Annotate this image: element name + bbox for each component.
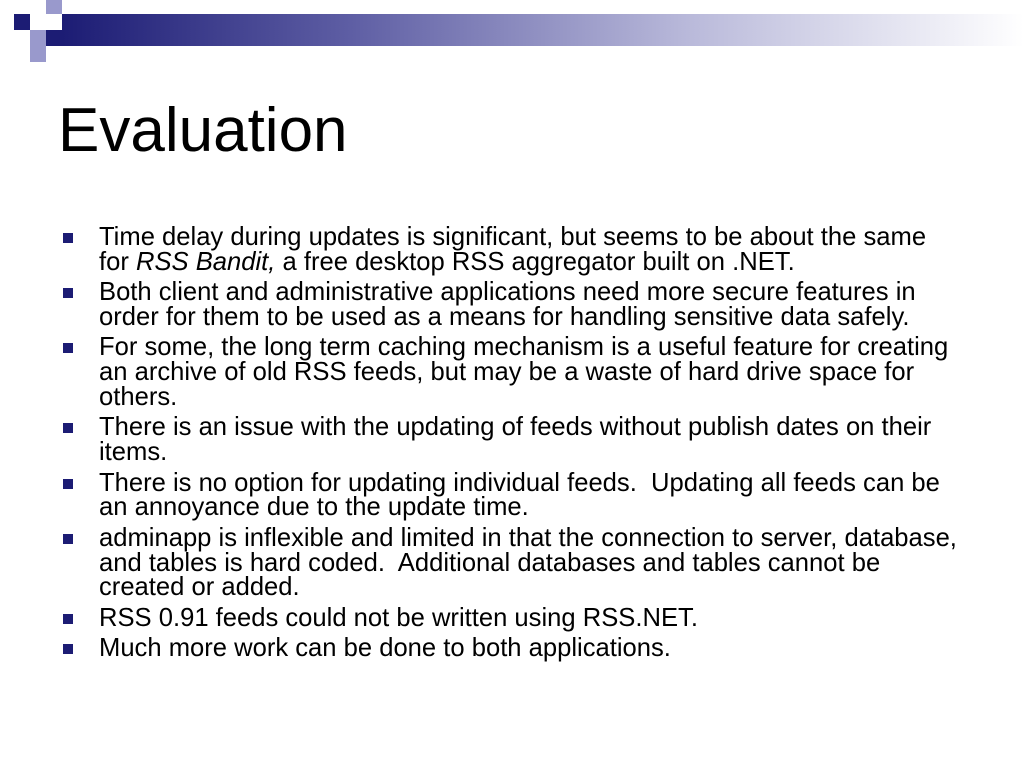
square-bullet-icon [63,423,73,433]
bullet-item [0,603,1000,632]
bullet-text-line: For some, the long term caching mechanism is a useful feature for creating [99,333,949,362]
decor-square-lavender [46,0,62,14]
slide-title: Evaluation [58,96,348,165]
bullet-item [0,636,1000,661]
header-gradient-bar [62,14,1024,46]
bullet-text-run: a free desktop RSS aggregator built on .NET. [275,247,795,276]
bullet-item [0,468,1000,522]
decor-square-navy [46,30,62,46]
bullet-item [0,280,1000,330]
square-bullet-icon [63,479,73,489]
square-bullet-icon [63,534,73,544]
bullet-text-line: created or added. [99,573,300,602]
bullet-text-line: RSS 0.91 feeds could not be written using RSS.NET. [99,603,698,632]
square-bullet-icon [63,233,73,243]
bullet-item [0,225,1000,275]
bullet-text-line: adminapp is inflexible and limited in that the connection to server, database, [99,523,957,552]
bullet-text-line: There is no option for updating individual feeds. Updating all feeds can be [99,468,940,497]
bullet-text-run: for [99,247,136,276]
bullet-text-line: order for them to be used as a means for handling sensitive data safely. [99,302,910,331]
bullet-list [0,225,1000,667]
bullet-text-line: an archive of old RSS feeds, but may be a waste of hard drive space for [99,358,915,387]
bullet-text-run-italic: RSS Bandit, [135,247,276,276]
decor-square-lavender [30,46,46,62]
square-bullet-icon [63,343,73,353]
square-bullet-icon [63,614,73,624]
bullet-text-line: an annoyance due to the update time. [99,493,529,522]
bullet-text-line: Much more work can be done to both applications. [99,634,671,663]
square-bullet-icon [63,288,73,298]
bullet-item [0,415,1000,465]
bullet-text-line: others. [99,382,178,411]
bullet-item [0,335,1000,409]
bullet-text-line [99,247,1000,276]
decor-square-navy [14,14,30,30]
square-bullet-icon [63,644,73,654]
bullet-item [0,523,1000,602]
bullet-text-line: Both client and administrative applications need more secure features in [99,278,916,307]
bullet-text-line: There is an issue with the updating of feeds without publish dates on their [99,413,932,442]
decor-square-lavender [30,30,46,46]
bullet-text-line: and tables is hard coded. Additional databases and tables cannot be [99,548,881,577]
bullet-text-line: Time delay during updates is significant, but seems to be about the same [99,223,927,251]
bullet-text-line: items. [99,438,168,467]
